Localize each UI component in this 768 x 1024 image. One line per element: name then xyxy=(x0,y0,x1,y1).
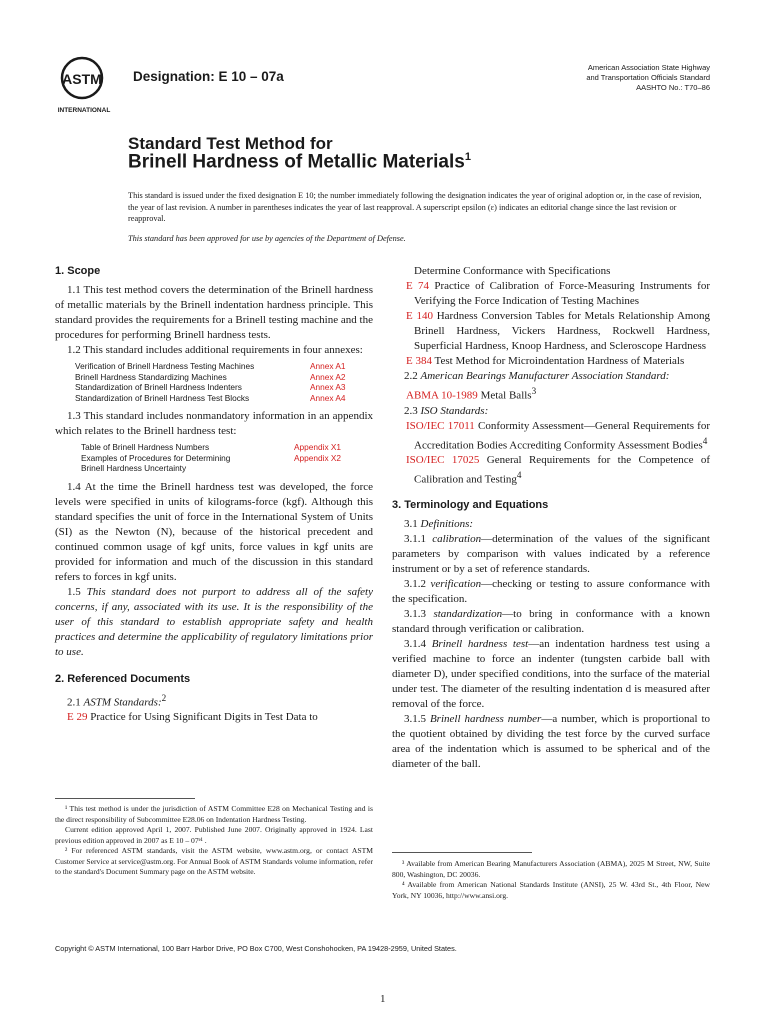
footnotes-left xyxy=(55,804,373,878)
defined-term: verification xyxy=(430,577,482,590)
standard-link[interactable]: ISO/IEC 17011 xyxy=(406,419,475,432)
definition-calibration xyxy=(392,532,710,577)
appendix-label: Table of Brinell Hardness Numbers xyxy=(81,442,210,452)
footnotes-right xyxy=(392,859,710,901)
standard-link[interactable]: E 384 xyxy=(406,355,432,367)
astm-logo xyxy=(56,54,122,116)
appendix-link[interactable]: Appendix X1 xyxy=(294,442,342,452)
aashto-line: American Association State Highway xyxy=(587,63,710,72)
footnote: ⁴ Available from American National Standards Institute (ANSI), 25 W. 43rd St., 4th Floor, New York, NY 10036, http://www.ansi.org. xyxy=(392,880,710,900)
page-number: 1 xyxy=(380,993,386,1005)
ref-title: Hardness Conversion Tables for Metals Relationship Among Brinell Hardness, Vickers Hardness, Rockwell Hardness, Superficial Hardness, Knoop Hardness, and Scleroscope Hardness xyxy=(414,310,710,352)
annex-label: Brinell Hardness Standardizing Machines xyxy=(75,371,227,382)
footnote-mark[interactable]: 3 xyxy=(531,386,537,396)
aashto-line: and Transportation Officials Standard xyxy=(586,73,710,82)
appendix-row xyxy=(81,442,341,453)
ref-e29 xyxy=(55,710,373,725)
standard-link[interactable]: ISO/IEC 17025 xyxy=(406,454,480,467)
defined-term: Brinell hardness test xyxy=(431,637,529,650)
appendix-link xyxy=(294,463,341,474)
standard-link[interactable]: ABMA 10-1989 xyxy=(406,389,478,402)
paragraph-number: 3.1.3 xyxy=(404,607,426,620)
title-line-1: Standard Test Method for xyxy=(128,134,333,153)
paragraph-number: 2.2 xyxy=(404,370,418,382)
paragraph-2-2 xyxy=(392,369,710,384)
designation: Designation: E 10 – 07a xyxy=(133,69,284,84)
right-column xyxy=(392,264,710,772)
appendix-table xyxy=(81,442,341,474)
standard-link[interactable]: E 140 xyxy=(406,310,433,322)
definition-text: —to bring in conformance with a known standard through verification or calibration. xyxy=(392,607,710,635)
intro-paragraph: This standard is issued under the fixed designation E 10; the number immediately following the designation indicates the year of original adoption or, in the case of revision, the year of last revision. A number in parentheses indicates the year of last reapproval. A superscript epsilon (ε) indicates an editorial change since the last revision or reapproval. xyxy=(128,191,702,223)
ref-iso-17025 xyxy=(392,453,710,488)
annex-row xyxy=(75,361,346,372)
footnote-mark[interactable]: 2 xyxy=(161,692,167,703)
annex-label: Standardization of Brinell Hardness Indenters xyxy=(75,382,242,392)
title-text: Brinell Hardness of Metallic Materials xyxy=(128,151,465,173)
paragraph-number: 2.1 xyxy=(67,696,81,709)
aashto-note xyxy=(586,63,710,93)
paragraph-2-3 xyxy=(392,404,710,419)
defined-term: calibration xyxy=(432,532,482,545)
paragraph-number: 3.1.1 xyxy=(404,532,426,545)
footnote-divider xyxy=(392,852,532,853)
ref-abma xyxy=(392,384,710,404)
annex-row xyxy=(75,372,346,383)
copyright-notice: Copyright © ASTM International, 100 Barr Harbor Drive, PO Box C700, West Conshohocken, PA 19428-2959, United States. xyxy=(55,944,457,953)
appendix-label: Examples of Procedures for Determining xyxy=(81,452,231,463)
footnote: ³ Available from American Bearing Manufacturers Association (ABMA), 2025 M Street, NW, Suite 800, Washington, DC 20036. xyxy=(392,859,710,879)
annex-label: Standardization of Brinell Hardness Test Blocks xyxy=(75,392,250,403)
paragraph-1-3: 1.3 This standard includes nonmandatory information in an appendix which relates to the Brinell hardness test: xyxy=(55,410,373,437)
paragraph-1-2: 1.2 This standard includes additional requirements in four annexes: xyxy=(67,344,363,356)
annex-link[interactable]: Annex A4 xyxy=(310,392,346,403)
standard-link[interactable]: E 74 xyxy=(406,280,430,292)
paragraph-number: 3.1.5 xyxy=(404,712,426,725)
ref-title: Practice of Calibration of Force-Measuring Instruments for Verifying the Force Indication of Testing Machines xyxy=(414,280,710,307)
annex-table xyxy=(75,361,346,403)
logo-subtext: INTERNATIONAL xyxy=(57,107,111,114)
annex-row xyxy=(75,382,346,393)
definition-text: —an indentation hardness test using a verified machine to force an indenter (tungsten carbide ball with diameter D), under specified conditions, into the surface of the material under test. The diameter of the resulting indentation d is measured after removal of the force. xyxy=(392,637,710,710)
paragraph-1-4: 1.4 At the time the Brinell hardness test was developed, the force levels were specified in units of kilograms-force (kgf). Although this standard specifies the unit of force in the International System of Units (SI) as the Newton (N), because of the historical precedent and continued common usage of kgf units, force values in kgf units are provided for information and much of the discussion in this standard refers to forces in kgf units. xyxy=(55,480,373,583)
annex-link[interactable]: Annex A2 xyxy=(310,371,346,382)
left-column xyxy=(55,264,373,725)
logo-text: ASTM xyxy=(62,71,102,87)
standard-link[interactable]: E 29 xyxy=(67,711,88,724)
ref-e74 xyxy=(392,279,710,309)
ref-e384 xyxy=(392,354,710,369)
footnote-mark[interactable]: 4 xyxy=(702,435,708,446)
definition-brinell-test xyxy=(392,637,710,712)
paragraph-number: 2.3 xyxy=(404,404,418,417)
scope-heading: 1. Scope xyxy=(55,265,101,277)
ref-title: General Requirements for the Competence of Calibration and Testing xyxy=(414,454,711,486)
annex-link[interactable]: Annex A3 xyxy=(310,382,346,392)
ref-title: Practice for Using Significant Digits in Test Data to xyxy=(90,711,318,724)
paragraph-number: 3.1.4 xyxy=(404,637,426,650)
ref-e29-continued: Determine Conformance with Specifications xyxy=(414,265,611,277)
definition-verification xyxy=(392,577,710,607)
title-footnote-mark[interactable]: 1 xyxy=(464,151,471,163)
paragraph-1-5 xyxy=(55,585,373,660)
astm-standards-label: ASTM Standards: xyxy=(83,696,162,709)
definition-text: —determination of the values of the significant parameters by comparison with values indicated by a reference instrument or by a set of reference standards. xyxy=(392,532,710,575)
defined-term: Brinell hardness number xyxy=(429,712,542,725)
ref-iso-17011 xyxy=(392,419,710,454)
definitions-label: Definitions: xyxy=(420,517,474,530)
definition-text: —a number, which is proportional to the quotient obtained by dividing the test force by the curved surface area of the indentation which is assumed to be spherical and of the diameter of the ball. xyxy=(392,712,711,770)
footnote: ¹ This test method is under the jurisdiction of ASTM Committee E28 on Mechanical Testing and is the direct responsibility of Subcommittee E28.06 on Indentation Hardness Testing. xyxy=(55,804,373,824)
page-title xyxy=(128,151,471,173)
aashto-line: AASHTO No.: T70–86 xyxy=(636,83,710,92)
referenced-documents-heading: 2. Referenced Documents xyxy=(55,672,191,685)
ref-title: Test Method for Microindentation Hardness of Materials xyxy=(434,355,685,367)
paragraph-1-1: 1.1 This test method covers the determination of the Brinell hardness of metallic materials by the Brinell indentation hardness principle. This standard provides the requirements for a Brinell testing machine and the procedures for performing Brinell hardness tests. xyxy=(55,284,373,341)
appendix-link[interactable]: Appendix X2 xyxy=(294,452,342,463)
iso-standards-label: ISO Standards: xyxy=(420,404,489,417)
appendix-row xyxy=(81,453,341,464)
footnote-divider xyxy=(55,798,195,799)
paragraph-2-1 xyxy=(55,691,373,711)
paragraph-3-1 xyxy=(392,517,710,532)
paragraph-number: 1.5 xyxy=(67,585,81,598)
paragraph-number: 3.1 xyxy=(404,517,418,530)
defined-term: standardization xyxy=(433,607,503,620)
annex-link[interactable]: Annex A1 xyxy=(310,361,346,371)
paragraph-number: 3.1.2 xyxy=(404,577,426,590)
definition-brinell-number xyxy=(392,712,710,772)
definition-standardization xyxy=(392,607,710,637)
dod-approval: This standard has been approved for use by agencies of the Department of Defense. xyxy=(128,234,406,243)
footnote-mark[interactable]: 4 xyxy=(516,470,522,481)
appendix-row xyxy=(81,463,341,474)
ref-title: Conformity Assessment—General Requirements for Accreditation Bodies Accrediting Conformity Assessment Bodies xyxy=(414,419,711,452)
definition-text: —checking or testing to assure conformance with the specification. xyxy=(392,577,710,605)
abma-standard-label: American Bearings Manufacturer Association Standard: xyxy=(420,370,670,382)
footnote: Current edition approved April 1, 2007. Published June 2007. Originally approved in 1924. Last previous edition approved in 2007 as E 10 – 07ᵉ¹ . xyxy=(55,825,373,845)
ref-title: Metal Balls xyxy=(480,389,532,402)
ref-e140 xyxy=(392,309,710,354)
footnote: ² For referenced ASTM standards, visit the ASTM website, www.astm.org, or contact ASTM Customer Service at service@astm.org. For Annual Book of ASTM Standards volume information, refer to the standard's Document Summary page on the ASTM website. xyxy=(55,846,373,876)
annex-row xyxy=(75,393,346,404)
appendix-label: Brinell Hardness Uncertainty xyxy=(81,463,187,473)
annex-label: Verification of Brinell Hardness Testing Machines xyxy=(75,361,255,371)
safety-statement: This standard does not purport to address all of the safety concerns, if any, associated with its use. It is the responsibility of the user of this standard to establish appropriate safety and health practices and determine the applicability of regulatory limitations prior to use. xyxy=(55,585,374,658)
terminology-heading: 3. Terminology and Equations xyxy=(392,498,549,511)
